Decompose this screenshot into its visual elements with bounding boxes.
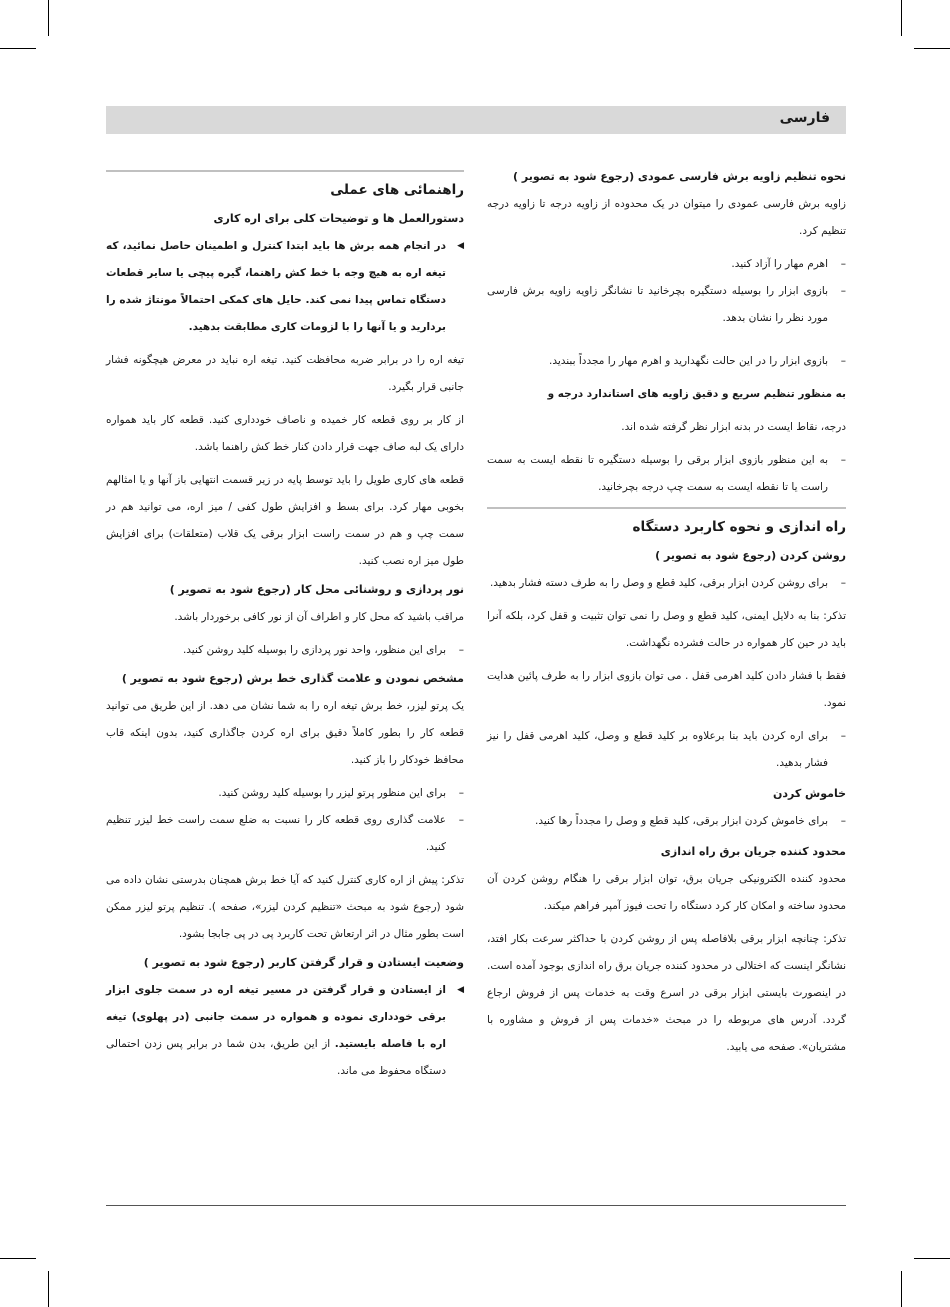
dash-icon: –	[840, 730, 846, 742]
dash-icon: –	[840, 815, 846, 827]
lighting-list	[106, 637, 464, 664]
warning-item: ◀ در انجام همه برش ها باید ابتدا کنترل و اطمینان حاصل نمائید، که تیغه اره به هیچ وجه با خط کش راهنما، گیره پیچی یا سایر قطعات دستگاه تماس پیدا نمی کند. حایل های کمکی احتمالاً مونتاژ شده را بردارید و یا آنها را با لزومات کاری مطابقت بدهید.	[106, 233, 464, 341]
crop-mark	[48, 1271, 49, 1307]
crop-mark	[901, 0, 902, 36]
crop-mark	[901, 1271, 902, 1307]
arrow-bullet-icon: ◀	[457, 241, 464, 251]
lock-text: فقط با فشار دادن کلید اهرمی قفل . می توان بازوی ابزار را به طرف پائین هدایت نمود.	[487, 670, 846, 709]
laser-note: تذکر: پیش از اره کاری کنترل کنید که آیا خط برش همچنان بدرستی نشان داده می شود (رجوع شود به مبحث «تنظیم کردن لیزر»، صفحه ). تنظیم پرتو لیزر ممکن است بطور مثال در اثر ارتعاش تحت کاربرد پی در پی جابجا بشود.	[106, 874, 464, 940]
working-position-title: وضعیت ایستادن و قرار گرفتن کاربر (رجوع شود به تصویر )	[143, 956, 464, 969]
list-item: – برای روشن کردن ابزار برقی، کلید قطع و وصل را به طرف دسته فشار بدهید.	[487, 570, 846, 597]
switch-on-list	[487, 570, 846, 597]
angle-steps-list	[487, 251, 846, 332]
list-item: – برای این منظور پرتو لیزر را بوسیله کلید روشن کنید.	[106, 780, 464, 807]
list-item: – برای این منظور، واحد نور پردازی را بوسیله کلید روشن کنید.	[106, 637, 464, 664]
section-divider	[487, 507, 846, 509]
dash-icon: –	[458, 787, 464, 799]
list-item: – اهرم مهار را آزاد کنید.	[487, 251, 846, 278]
position-warning-list	[106, 977, 464, 1085]
footer-divider	[106, 1205, 846, 1206]
left-column	[106, 170, 464, 1091]
safety-note: تذکر: بنا به دلایل ایمنی، کلید قطع و وصل را نمی توان تثبیت و قفل کرد، بلکه آنرا باید در حین کار همواره در حالت فشرده نگهداشت.	[487, 610, 846, 649]
general-instructions-title: دستورالعمل ها و توضیحات کلی برای اره کاری	[213, 212, 464, 225]
switch-off-title: خاموش کردن	[772, 787, 846, 800]
standard-angles-text: درجه، نقاط ایست در بدنه ابزار نظر گرفته شده اند.	[621, 421, 846, 433]
crop-mark	[0, 1258, 36, 1259]
list-item: – به این منظور بازوی ابزار برقی را بوسیله دستگیره تا نقطه ایست به سمت راست یا تا نقطه ایست به سمت چپ درجه بچرخانید.	[487, 447, 846, 501]
dash-icon: –	[840, 454, 846, 466]
limiter-title: محدود کننده جریان برق راه اندازی	[660, 845, 846, 858]
warning-list	[106, 233, 464, 341]
switch-on-title: روشن کردن (رجوع شود به تصویر )	[655, 549, 846, 562]
paragraph: از کار بر روی قطعه کار خمیده و ناصاف خودداری کنید. قطعه کار باید همواره دارای یک لبه صاف جهت قرار دادن کنار خط کش راهنما باشد.	[106, 414, 464, 453]
angle-intro: زاویه برش فارسی عمودی را میتوان در یک محدوده از زاویه درجه تا زاویه درجه تنظیم کرد.	[487, 198, 846, 237]
dash-icon: –	[840, 285, 846, 297]
dash-icon: –	[458, 814, 464, 826]
warning-item: ◀ از ایستادن و قرار گرفتن در مسیر تیغه اره در سمت جلوی ابزار برقی خودداری نموده و همواره در سمت جانبی (در پهلوی) تیغه اره با فاصله بایستید. از این طریق، بدن شما در برابر پس زدن احتمالی دستگاه محفوظ می ماند.	[106, 977, 464, 1085]
marking-text: یک پرتو لیزر، خط برش تیغه اره را به شما نشان می دهد. از این طریق می توانید قطعه کار را بطور کاملاً دقیق برای اره کردن جاگذاری کنید، بدون اینکه قاب محافظ خودکار را باز کنید.	[106, 700, 464, 766]
standard-angles-heading: به منظور تنظیم سریع و دقیق زاویه های استاندارد درجه و	[547, 388, 846, 400]
paragraph: قطعه های کاری طویل را باید توسط پایه در زیر قسمت انتهایی باز آنها و یا امثالهم بخوبی مهار کرد. برای بسط و افزایش طول کفی / میز اره، می توانید هم در سمت چپ و هم در سمت راست ابزار برقی یک قلاب (متعلقات) برای افزایش طول میز اره نصب کنید.	[106, 474, 464, 567]
list-item: – برای خاموش کردن ابزار برقی، کلید قطع و وصل را مجدداً رها کنید.	[487, 808, 846, 835]
right-column	[487, 170, 846, 1067]
dash-icon: –	[840, 355, 846, 367]
arrow-bullet-icon: ◀	[457, 985, 464, 995]
operation-section-title: راه اندازی و نحوه کاربرد دستگاه	[632, 519, 846, 535]
dash-icon: –	[840, 258, 846, 270]
paragraph: تیغه اره را در برابر ضربه محافظت کنید. تیغه اره نباید در معرض هیچگونه فشار جانبی قرار بگیرد.	[106, 354, 464, 393]
language-header-bar	[106, 106, 846, 134]
lighting-title: نور پردازی و روشنائی محل کار (رجوع شود به تصویر )	[169, 583, 464, 596]
list-item: – علامت گذاری روی قطعه کار را نسبت به ضلع سمت راست خط لیزر تنظیم کنید.	[106, 807, 464, 861]
lighting-text: مراقب باشید که محل کار و اطراف آن از نور کافی برخوردار باشد.	[174, 611, 464, 623]
practical-advice-title: راهنمائی های عملی	[330, 182, 464, 198]
dash-icon: –	[458, 644, 464, 656]
marking-list	[106, 780, 464, 861]
limiter-note: تذکر: چنانچه ابزار برقی بلافاصله پس از روشن کردن با حداکثر سرعت بکار افتد، نشانگر اینست که اختلالی در محدود کننده جریان برق راه اندازی بوجود آمده است. در اینصورت بایستی ابزار برقی در اسرع وقت به خدمات پس از فروش ارجاع گردد. آدرس های مربوطه را در مبحث «خدمات پس از فروش و مشاوره با مشتریان». صفحه می یابید.	[487, 933, 846, 1053]
saw-list	[487, 723, 846, 777]
list-item: – بازوی ابزار را بوسیله دستگیره بچرخانید تا نشانگر زاویه زاویه برش فارسی مورد نظر را نشان بدهد.	[487, 278, 846, 332]
language-label: فارسی	[779, 110, 830, 126]
list-item: – بازوی ابزار را در این حالت نگهدارید و اهرم مهار را مجدداً ببندید.	[487, 348, 846, 375]
limiter-text: محدود کننده الکترونیکی جریان برق، توان ابزار برقی را هنگام روشن کردن آن محدود ساخته و امکان کار کرد دستگاه را تحت فیوز آمپر فراهم میکند.	[487, 873, 846, 912]
section-divider	[106, 170, 464, 172]
crop-mark	[914, 48, 950, 49]
standard-angles-list	[487, 447, 846, 501]
crop-mark	[48, 0, 49, 36]
marking-title: مشخص نمودن و علامت گذاری خط برش (رجوع شود به تصویر )	[121, 672, 464, 685]
angle-steps-list-2	[487, 348, 846, 375]
crop-mark	[0, 48, 36, 49]
switch-off-list	[487, 808, 846, 835]
dash-icon: –	[840, 577, 846, 589]
list-item: – برای اره کردن باید بنا برعلاوه بر کلید قطع و وصل، کلید اهرمی قفل را نیز فشار بدهید.	[487, 723, 846, 777]
crop-mark	[914, 1258, 950, 1259]
angle-section-title: نحوه تنظیم زاویه برش فارسی عمودی (رجوع شود به تصویر )	[513, 170, 846, 183]
